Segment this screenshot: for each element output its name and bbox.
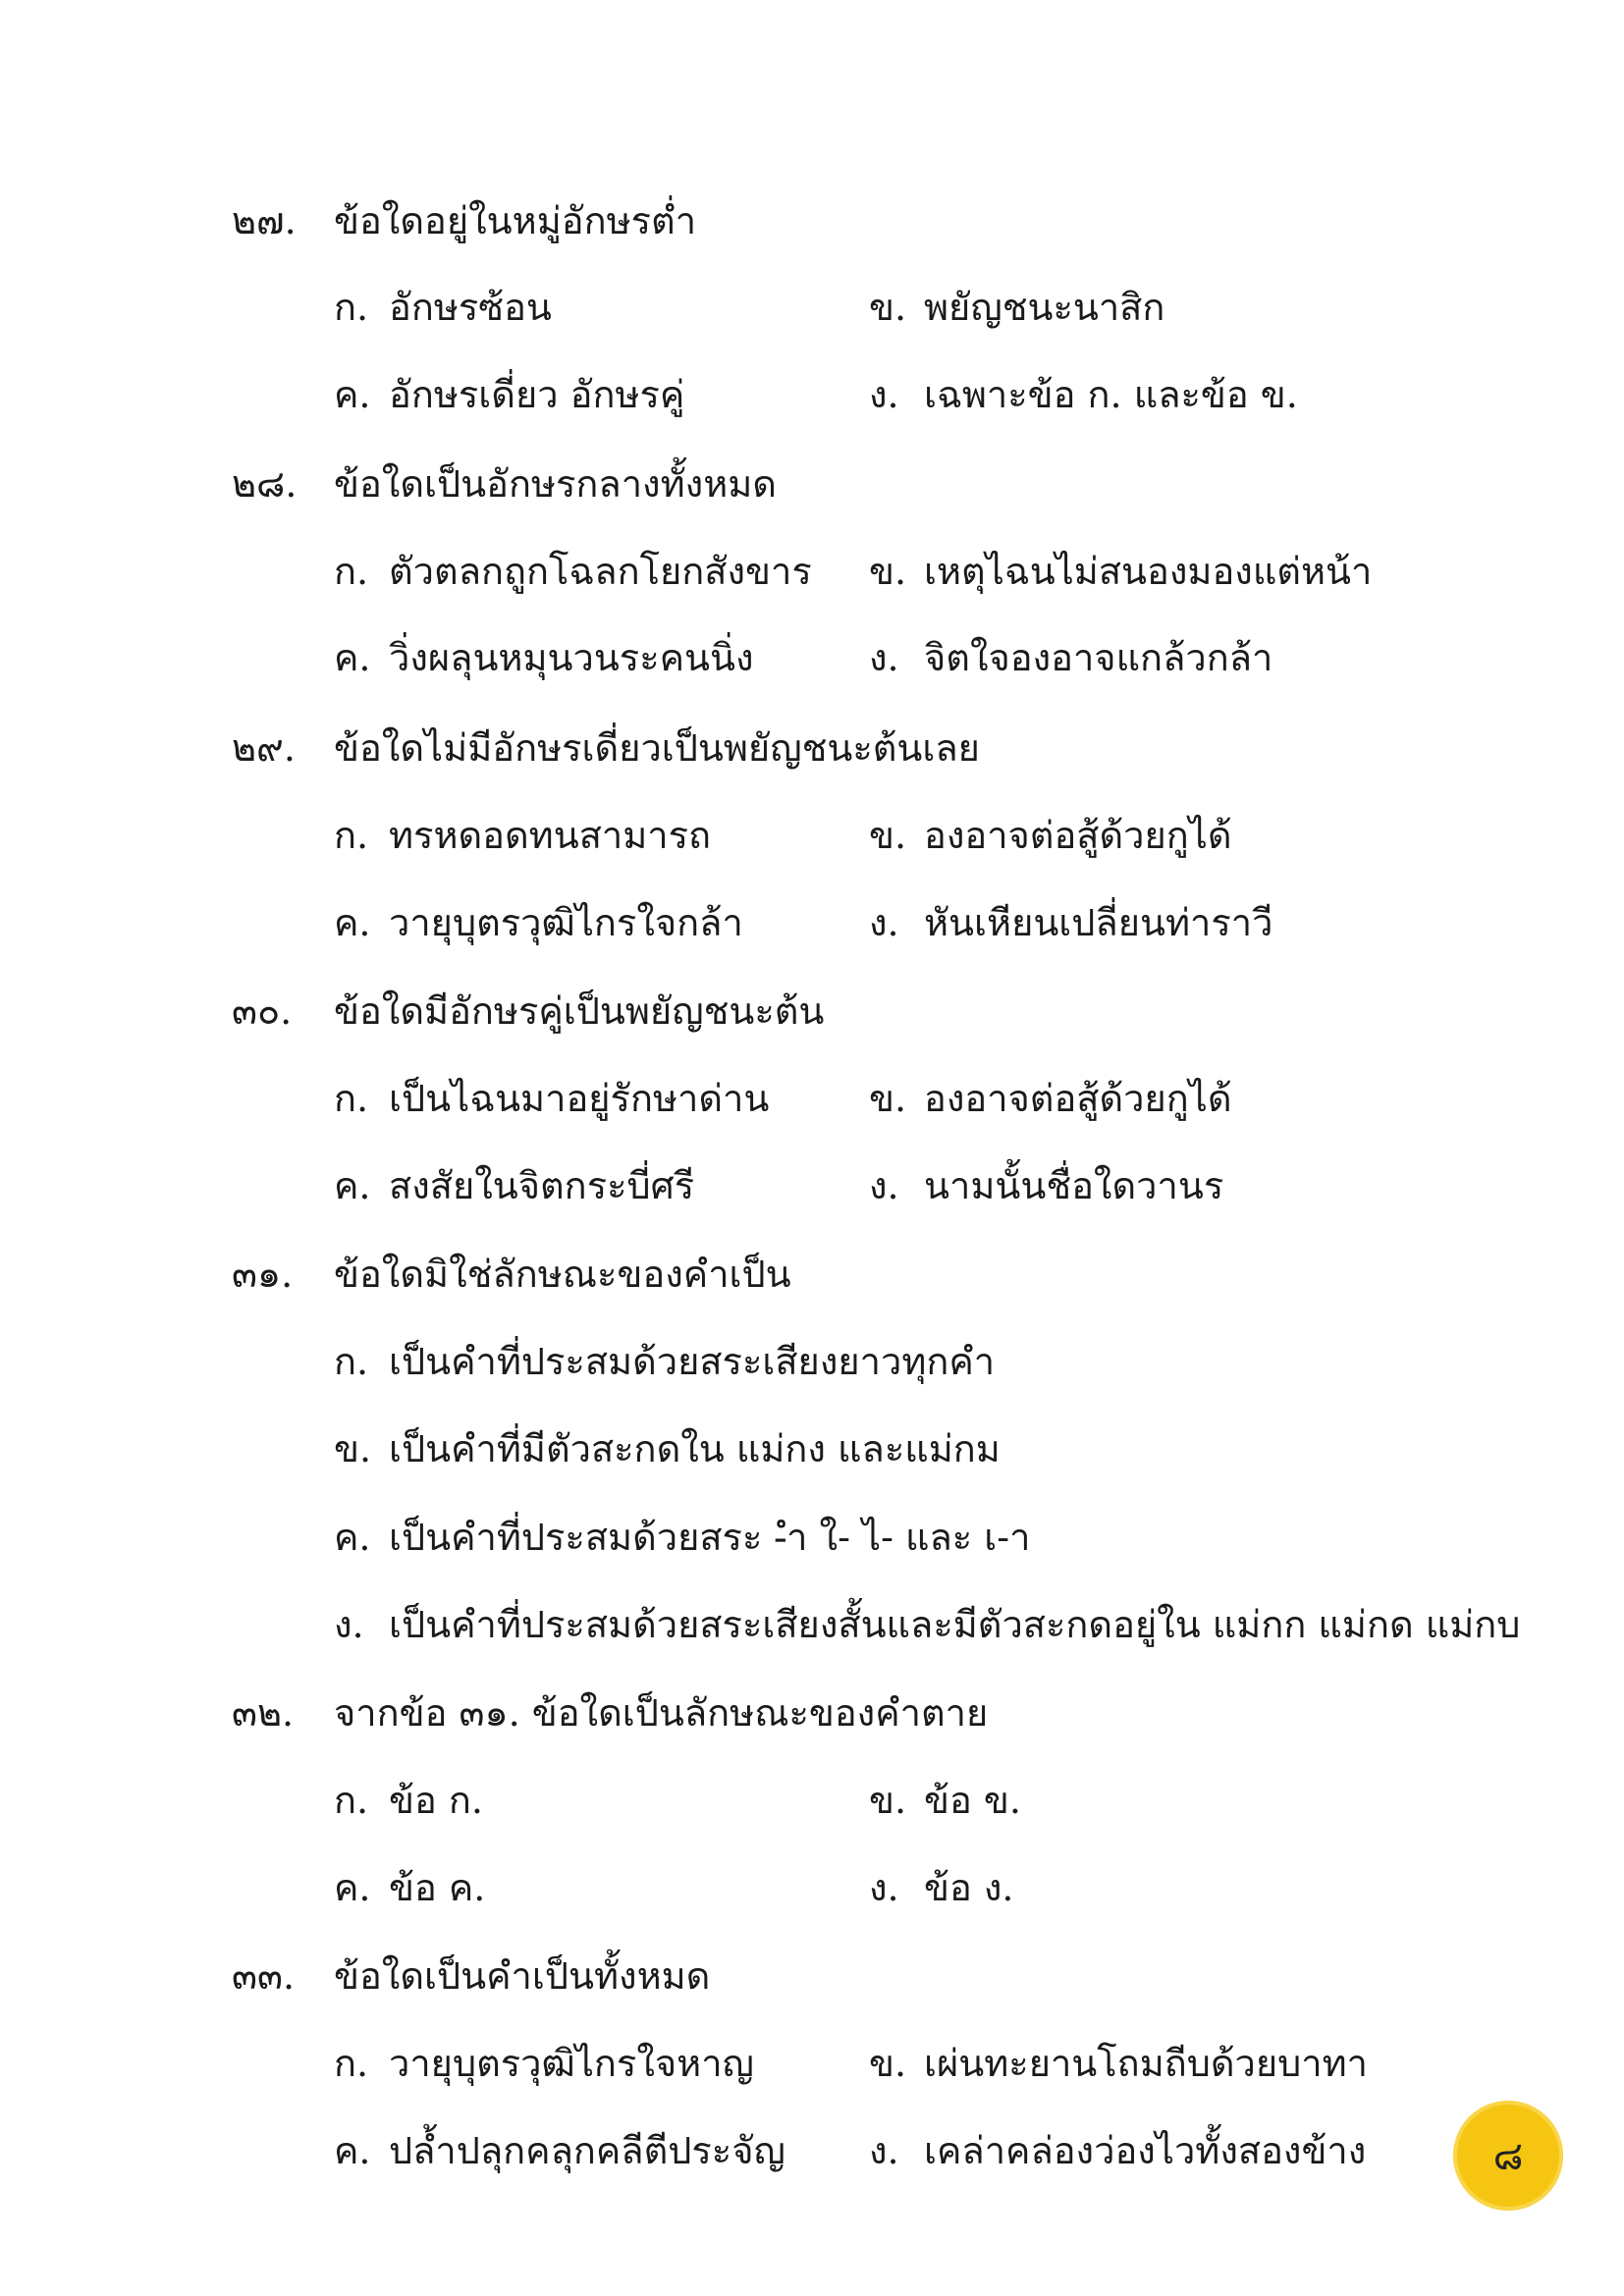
question-text: ข้อใดไม่มีอักษรเดี่ยวเป็นพยัญชนะต้นเลย — [334, 726, 980, 770]
option-text: สงสัยในจิตกระบี่ศรี — [389, 1164, 695, 1207]
option-text: ปล้ำปลุกคลุกคลีตีประจัญ — [389, 2129, 785, 2172]
option-label: ก. — [334, 1779, 369, 1822]
option-text: ข้อ ก. — [389, 1779, 483, 1822]
option-label: ค. — [334, 636, 371, 679]
option-c — [334, 1508, 1030, 1567]
option-a — [334, 2034, 754, 2093]
option-b — [869, 2034, 1368, 2093]
option-text: องอาจต่อสู้ด้วยกูได้ — [924, 814, 1232, 857]
question-text: ข้อใดมิใช่ลักษณะของคำเป็น — [334, 1253, 791, 1296]
option-d — [869, 628, 1272, 687]
option-label: ก. — [334, 2042, 369, 2085]
option-label: ง. — [869, 373, 899, 416]
option-b — [869, 1069, 1232, 1128]
option-b — [869, 278, 1164, 337]
option-d — [869, 365, 1298, 424]
page-number-badge — [1453, 2101, 1563, 2211]
option-label: ข. — [869, 1779, 907, 1822]
option-label: ค. — [334, 1516, 371, 1559]
option-text: ข้อ ค. — [389, 1866, 486, 1909]
option-label: ก. — [334, 814, 369, 857]
option-text: นามนั้นชื่อใดวานร — [924, 1164, 1224, 1207]
option-text: เป็นคำที่ประสมด้วยสระเสียงยาวทุกคำ — [389, 1340, 996, 1383]
option-label: ง. — [869, 636, 899, 679]
question-text: ข้อใดมีอักษรคู่เป็นพยัญชนะต้น — [334, 989, 825, 1033]
option-label: ข. — [869, 1077, 907, 1120]
option-b — [334, 1419, 1001, 1478]
option-label: ง. — [869, 1866, 899, 1909]
option-d — [869, 1156, 1223, 1215]
option-text: องอาจต่อสู้ด้วยกูได้ — [924, 1077, 1232, 1120]
option-a — [334, 542, 812, 601]
option-text: วิ่งผลุนหมุนวนระคนนิ่ง — [389, 636, 754, 679]
option-label: ก. — [334, 550, 369, 593]
question-number: ๓๐. — [232, 989, 293, 1033]
option-label: ข. — [334, 1427, 372, 1470]
option-label: ข. — [869, 550, 907, 593]
option-label: ค. — [334, 901, 371, 944]
option-a — [334, 806, 711, 865]
option-text: เผ่นทะยานโถมถีบด้วยบาทา — [924, 2042, 1368, 2085]
option-label: ง. — [334, 1603, 364, 1646]
option-c — [334, 365, 684, 424]
option-text: วายุบุตรวุฒิไกรใจหาญ — [389, 2042, 754, 2085]
option-a — [334, 1332, 995, 1391]
option-text: ข้อ ข. — [924, 1779, 1021, 1822]
option-text: เหตุไฉนไม่สนองมองแต่หน้า — [924, 550, 1373, 593]
question-text: ข้อใดเป็นอักษรกลางทั้งหมด — [334, 462, 777, 506]
option-a — [334, 1771, 483, 1830]
option-d — [869, 2121, 1366, 2180]
option-text: พยัญชนะนาสิก — [924, 286, 1165, 329]
option-b — [869, 806, 1232, 865]
question-number: ๒๗. — [232, 199, 297, 242]
option-text: ตัวตลกถูกโฉลกโยกสังขาร — [389, 550, 812, 593]
option-text: อักษรเดี่ยว อักษรคู่ — [389, 373, 685, 416]
option-d — [869, 893, 1272, 952]
option-c — [334, 1156, 694, 1215]
option-a — [334, 278, 552, 337]
option-text: ทรหดอดทนสามารถ — [389, 814, 712, 857]
option-text: เป็นคำที่ประสมด้วยสระ -ำ ใ- ไ- และ เ-า — [389, 1516, 1031, 1559]
question-number: ๒๘. — [232, 462, 298, 506]
option-c — [334, 2121, 785, 2180]
option-a — [334, 1069, 769, 1128]
option-text: หันเหียนเปลี่ยนท่าราวี — [924, 901, 1273, 944]
option-b — [869, 1771, 1021, 1830]
option-c — [334, 628, 754, 687]
option-text: อักษรซ้อน — [389, 286, 552, 329]
option-label: ค. — [334, 2129, 371, 2172]
option-b — [869, 542, 1372, 601]
option-label: ง. — [869, 2129, 899, 2172]
option-text: วายุบุตรวุฒิไกรใจกล้า — [389, 901, 743, 944]
option-d — [334, 1595, 1520, 1654]
option-label: ง. — [869, 901, 899, 944]
question-text: ข้อใดเป็นคำเป็นทั้งหมด — [334, 1954, 711, 1998]
question-number: ๓๓. — [232, 1954, 296, 1998]
option-label: ค. — [334, 1866, 371, 1909]
option-label: ง. — [869, 1164, 899, 1207]
option-label: ก. — [334, 1077, 369, 1120]
option-c — [334, 1858, 485, 1917]
option-label: ค. — [334, 1164, 371, 1207]
option-text: เป็นคำที่ประสมด้วยสระเสียงสั้นและมีตัวสะกดอยู่ใน แม่กก แม่กด แม่กบ — [389, 1603, 1521, 1646]
question-number: ๒๙. — [232, 726, 296, 770]
option-label: ข. — [869, 2042, 907, 2085]
option-label: ก. — [334, 1340, 369, 1383]
option-label: ก. — [334, 286, 369, 329]
option-text: ข้อ ง. — [924, 1866, 1014, 1909]
option-label: ข. — [869, 286, 907, 329]
option-c — [334, 893, 743, 952]
option-text: จิตใจองอาจแกล้วกล้า — [924, 636, 1273, 679]
page-number: ๘ — [1492, 2134, 1524, 2179]
option-text: เป็นไฉนมาอยู่รักษาด่าน — [389, 1077, 770, 1120]
option-label: ข. — [869, 814, 907, 857]
option-label: ค. — [334, 373, 371, 416]
question-number: ๓๑. — [232, 1253, 294, 1296]
question-text: ข้อใดอยู่ในหมู่อักษรต่ำ — [334, 199, 697, 242]
option-text: เป็นคำที่มีตัวสะกดใน แม่กง และแม่กม — [389, 1427, 1001, 1470]
option-text: เฉพาะข้อ ก. และข้อ ข. — [924, 373, 1298, 416]
option-d — [869, 1858, 1014, 1917]
question-number: ๓๒. — [232, 1691, 295, 1735]
option-text: เคล่าคล่องว่องไวทั้งสองข้าง — [924, 2129, 1367, 2172]
question-text: จากข้อ ๓๑. ข้อใดเป็นลักษณะของคำตาย — [334, 1691, 989, 1735]
